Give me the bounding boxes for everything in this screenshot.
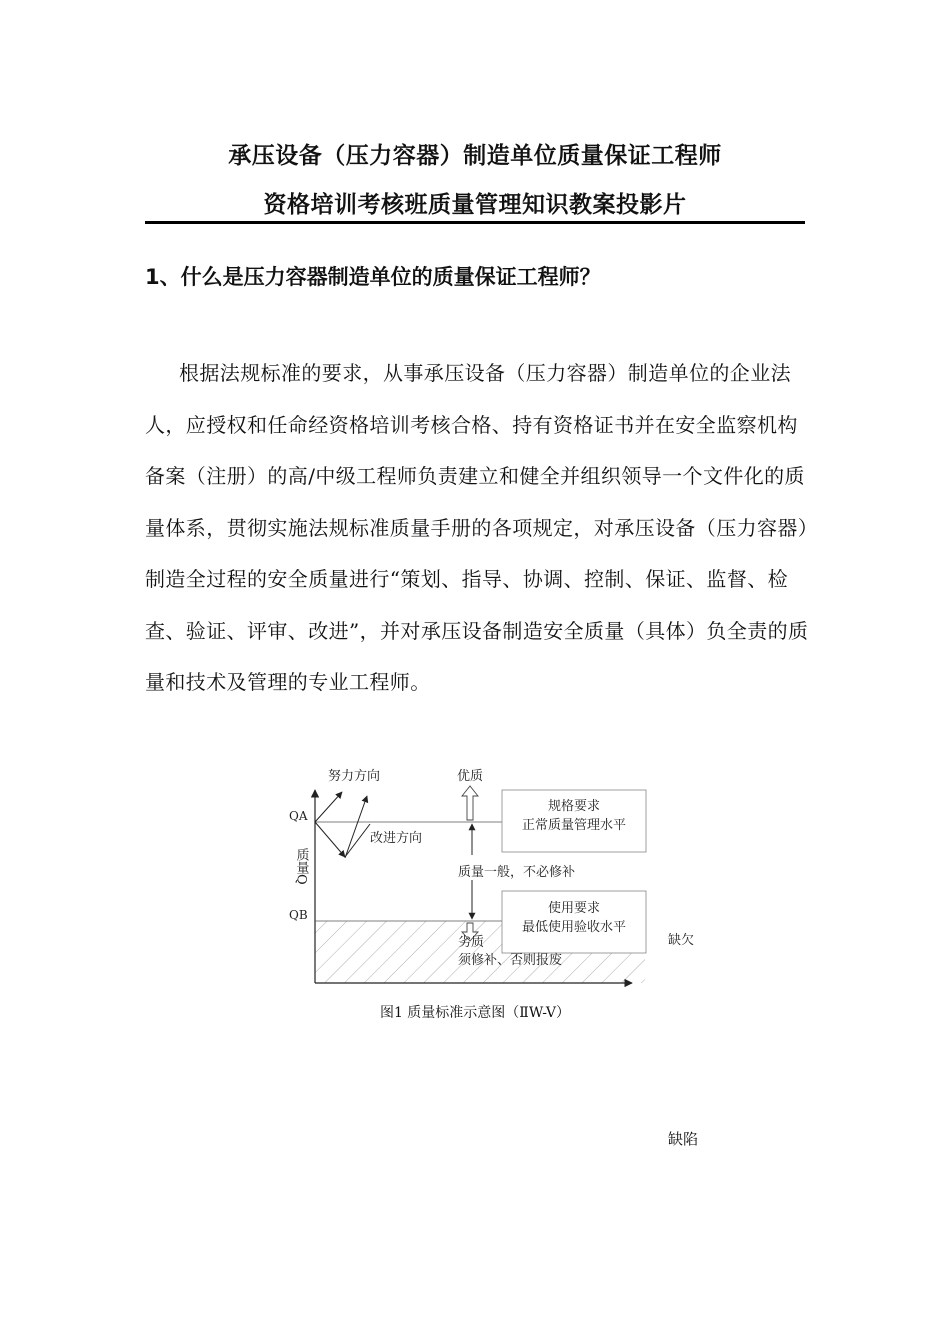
inferior-label: 劣质: [458, 935, 485, 950]
y-axis-label: 质量Q: [293, 848, 309, 885]
paragraph-text: 根据法规标准的要求，从事承压设备（压力容器）制造单位的企业法人，应授权和任命经资格培训考核合格、持有资格证书并在安全监察机构备案（注册）的高/中级工程师负责建立和健全并组织领导一个文件化的质量体系，贯彻实施法规标准质量手册的各项规定，对承压设备（压力容器）制造全过程的安全质量进行“策划、指导、协调、控制、保证、监督、检查、验证、评审、改进”，并对承压设备制造安全质量（具体）负全责的质量和技术及管理的专业工程师。: [145, 361, 809, 694]
effort-arrow-1: [315, 792, 342, 822]
excellent-label: 优质: [457, 769, 484, 784]
improve-arrow-1: [315, 822, 345, 857]
spec-box-line2: 正常质量管理水平: [521, 818, 627, 833]
deficiency-label: 缺欠: [668, 933, 695, 948]
general-quality-label: 质量一般，不必修补: [458, 865, 576, 880]
qa-label: QA: [289, 809, 308, 823]
document-title-line2: 资格培训考核班质量管理知识教案投影片: [263, 192, 687, 218]
qb-label: QB: [289, 908, 308, 922]
excellent-arrow-icon: [462, 786, 478, 820]
figure-caption: 图1 质量标准示意图（ⅡW-V）: [379, 1005, 571, 1021]
quality-standard-figure: [270, 760, 700, 1000]
stray-defect-label: 缺陷: [668, 1130, 699, 1148]
spec-box-line1: 规格要求: [547, 799, 601, 814]
effort-direction-label: 努力方向: [328, 769, 381, 784]
repair-or-scrap-label: 须修补、否则报废: [458, 953, 563, 968]
improve-direction-label: 改进方向: [370, 831, 423, 846]
effort-arrow-2: [345, 796, 367, 858]
section-heading: 1、什么是压力容器制造单位的质量保证工程师？: [145, 265, 601, 289]
improve-arrow-2: [345, 824, 370, 857]
document-title-line1: 承压设备（压力容器）制造单位质量保证工程师: [228, 143, 722, 169]
use-box-line2: 最低使用验收水平: [521, 920, 627, 935]
title-underline: [145, 221, 805, 224]
use-box-line1: 使用要求: [547, 901, 601, 916]
body-paragraph: [145, 348, 815, 709]
